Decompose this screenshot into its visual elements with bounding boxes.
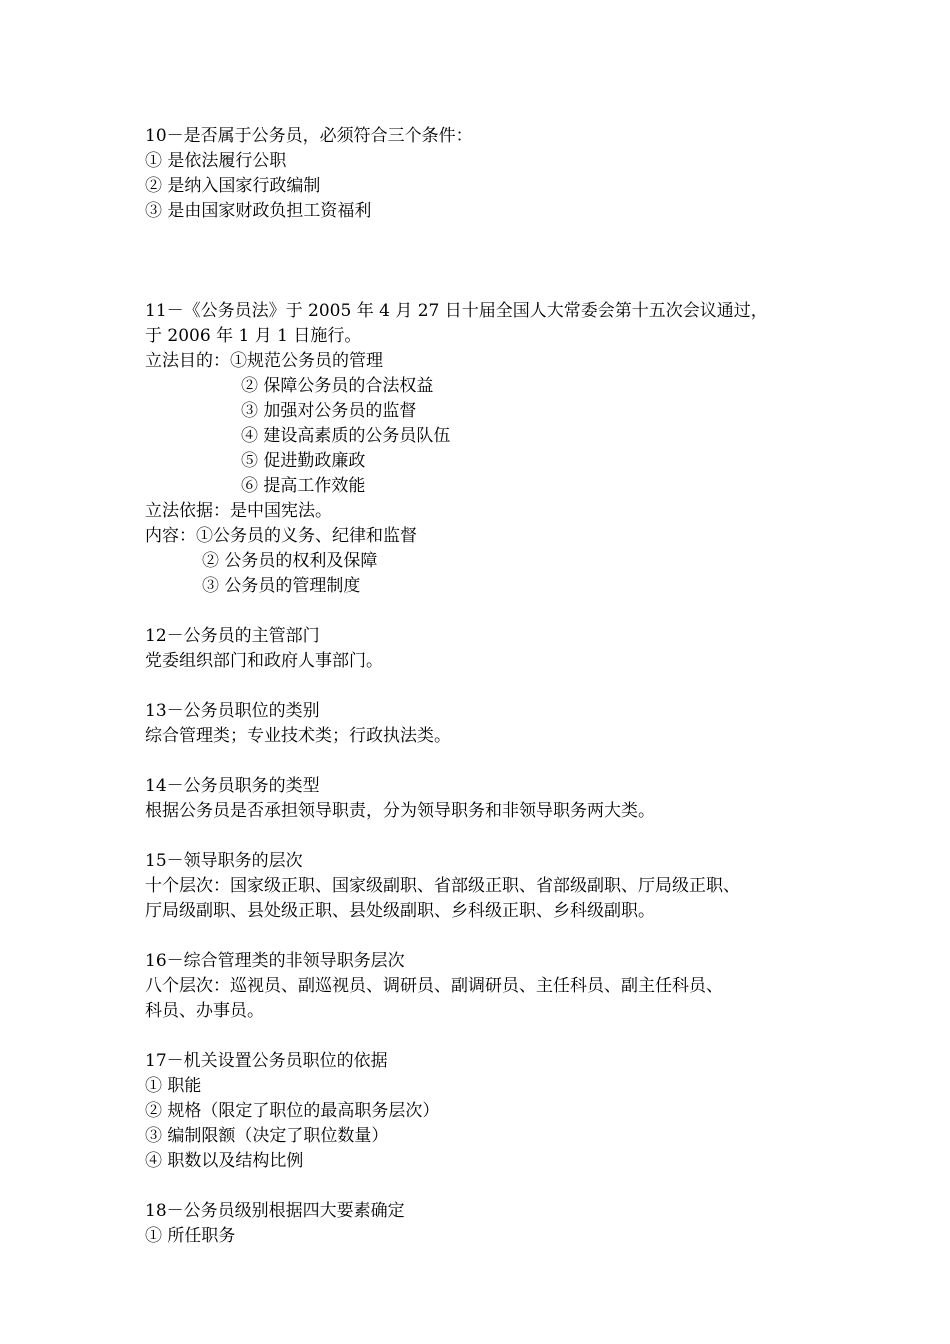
- section-14-body: 根据公务员是否承担领导职责，分为领导职务和非领导职务两大类。: [145, 801, 655, 821]
- spacer: [145, 824, 835, 849]
- section-13-body: 综合管理类；专业技术类；行政执法类。: [145, 726, 451, 746]
- section-13-title: 13－公务员职位的类别: [145, 701, 320, 721]
- content-item: ② 公务员的权利及保障: [202, 551, 378, 571]
- section-10-item: ① 是依法履行公职: [145, 151, 287, 171]
- legislative-purpose-item: ⑤ 促进勤政廉政: [241, 451, 366, 471]
- section-11-title-continued: 于 2006 年 1 月 1 日施行。: [145, 326, 362, 346]
- spacer: [145, 674, 835, 699]
- legislative-purpose-item: ③ 加强对公务员的监督: [241, 401, 417, 421]
- section-17-item: ④ 职数以及结构比例: [145, 1151, 304, 1171]
- section-12-title: 12－公务员的主管部门: [145, 626, 320, 646]
- spacer: [145, 274, 835, 299]
- section-17-item: ② 规格（限定了职位的最高职务层次）: [145, 1101, 440, 1121]
- legislative-purpose-label: 立法目的：①规范公务员的管理: [145, 351, 383, 371]
- section-15-title: 15－领导职务的层次: [145, 851, 303, 871]
- spacer: [145, 1024, 835, 1049]
- spacer: [145, 1174, 835, 1199]
- content-label: 内容：①公务员的义务、纪律和监督: [145, 526, 417, 546]
- section-15-body: 十个层次：国家级正职、国家级副职、省部级正职、省部级副职、厅局级正职、: [145, 876, 740, 896]
- section-14-title: 14－公务员职务的类型: [145, 776, 320, 796]
- section-12-body: 党委组织部门和政府人事部门。: [145, 651, 383, 671]
- section-18-title: 18－公务员级别根据四大要素确定: [145, 1201, 405, 1221]
- section-16-body: 八个层次：巡视员、副巡视员、调研员、副调研员、主任科员、副主任科员、: [145, 976, 723, 996]
- section-15-body-continued: 厅局级副职、县处级正职、县处级副职、乡科级正职、乡科级副职。: [145, 901, 655, 921]
- section-10-item: ② 是纳入国家行政编制: [145, 176, 321, 196]
- section-11-title: 11－《公务员法》于 2005 年 4 月 27 日十届全国人大常委会第十五次会议通过，: [145, 301, 768, 321]
- spacer: [145, 749, 835, 774]
- document-page: [145, 124, 835, 1249]
- section-16-body-continued: 科员、办事员。: [145, 1001, 264, 1021]
- section-10-title: 10－是否属于公务员，必须符合三个条件：: [145, 126, 473, 146]
- section-10-item: ③ 是由国家财政负担工资福利: [145, 201, 372, 221]
- legislative-purpose-item: ④ 建设高素质的公务员队伍: [241, 426, 451, 446]
- legislative-purpose-item: ⑥ 提高工作效能: [241, 476, 366, 496]
- spacer: [145, 599, 835, 624]
- section-17-item: ③ 编制限额（决定了职位数量）: [145, 1126, 389, 1146]
- legislative-basis: 立法依据：是中国宪法。: [145, 501, 332, 521]
- legislative-purpose-item: ② 保障公务员的合法权益: [241, 376, 434, 396]
- section-17-item: ① 职能: [145, 1076, 202, 1096]
- section-17-title: 17－机关设置公务员职位的依据: [145, 1051, 388, 1071]
- section-16-title: 16－综合管理类的非领导职务层次: [145, 951, 405, 971]
- spacer: [145, 224, 835, 274]
- section-18-item: ① 所任职务: [145, 1226, 236, 1246]
- spacer: [145, 924, 835, 949]
- content-item: ③ 公务员的管理制度: [202, 576, 361, 596]
